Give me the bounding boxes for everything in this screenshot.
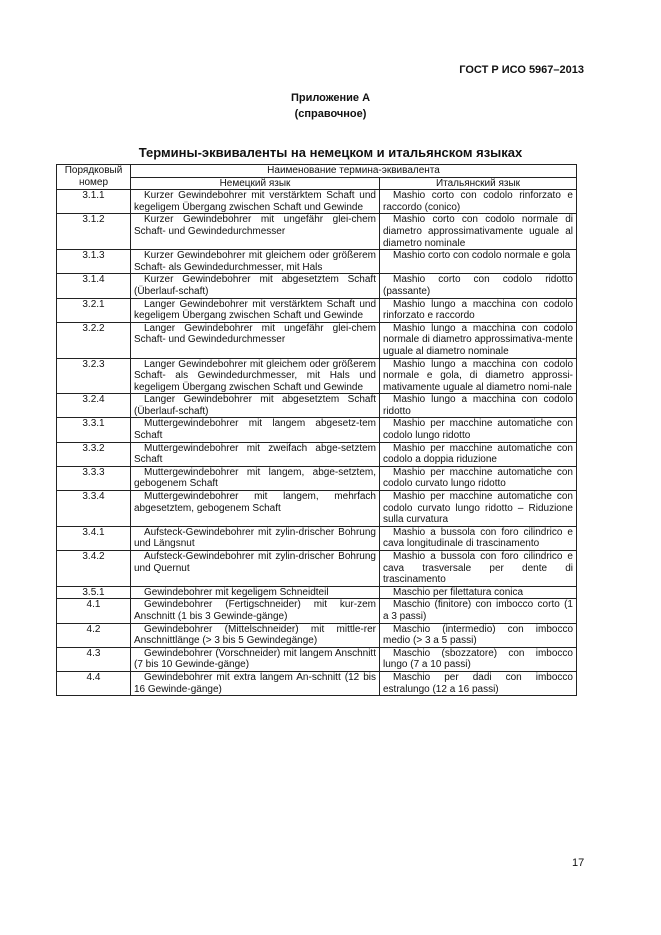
appendix-label: Приложение А xyxy=(290,92,371,104)
header-italian: Итальянский язык xyxy=(380,177,577,190)
header-name: Наименование термина-эквивалента xyxy=(131,165,577,178)
table-body xyxy=(57,190,577,696)
term-italian: Mashio per macchine automatiche con codolo lungo ridotto xyxy=(380,418,577,442)
term-number: 4.2 xyxy=(57,623,131,647)
table-row xyxy=(57,214,577,250)
term-number: 3.1.3 xyxy=(57,250,131,274)
term-german: Langer Gewindebohrer mit ungefähr glei-chem Schaft- und Gewindedurchmesser xyxy=(131,322,380,358)
table-row xyxy=(57,190,577,214)
table-row xyxy=(57,647,577,671)
term-number: 3.3.1 xyxy=(57,418,131,442)
term-german: Kurzer Gewindebohrer mit verstärktem Schaft und kegeligem Übergang zwischen Schaft und Gewinde xyxy=(131,190,380,214)
term-number: 3.2.3 xyxy=(57,358,131,394)
term-italian: Maschio (finitore) con imbocco corto (1 a 3 passi) xyxy=(380,599,577,623)
table-row xyxy=(57,394,577,418)
term-number: 3.2.2 xyxy=(57,322,131,358)
term-german: Kurzer Gewindebohrer mit ungefähr glei-chem Schaft- und Gewindedurchmesser xyxy=(131,214,380,250)
term-german: Muttergewindebohrer mit langem, mehrfach abgesetztem, gebogenem Schaft xyxy=(131,491,380,527)
term-german: Gewindebohrer mit kegeligem Schneidteil xyxy=(131,586,380,599)
table-row xyxy=(57,250,577,274)
term-number: 3.4.1 xyxy=(57,526,131,550)
standard-number: ГОСТ Р ИСО 5967–2013 xyxy=(459,64,584,76)
table-row xyxy=(57,322,577,358)
term-italian: Mashio per macchine automatiche con codolo curvato lungo ridotto xyxy=(380,466,577,490)
term-italian: Mashio per macchine automatiche con codolo a doppia riduzione xyxy=(380,442,577,466)
table-row xyxy=(57,466,577,490)
term-german: Kurzer Gewindebohrer mit gleichem oder größerem Schaft- als Gewindedurchmesser, mit Hals xyxy=(131,250,380,274)
page-title: Термины-эквиваленты на немецком и итальянском языках xyxy=(138,145,523,160)
term-number: 3.4.2 xyxy=(57,551,131,587)
term-italian: Mashio lungo a macchina con codolo normale e gola, di diametro approssi-mativamente uguale al diametro nomi-nale xyxy=(380,358,577,394)
term-number: 3.3.2 xyxy=(57,442,131,466)
appendix-heading xyxy=(0,90,661,122)
table-row xyxy=(57,298,577,322)
table-row xyxy=(57,442,577,466)
term-german: Gewindebohrer (Vorschneider) mit langem Anschnitt (7 bis 10 Gewinde-gänge) xyxy=(131,647,380,671)
table-row xyxy=(57,671,577,695)
term-german: Langer Gewindebohrer mit abgesetztem Schaft (Überlauf-schaft) xyxy=(131,394,380,418)
term-italian: Mashio lungo a macchina con codolo normale di diametro approssimativa-mente uguale al diametro nominale xyxy=(380,322,577,358)
term-german: Kurzer Gewindebohrer mit abgesetztem Schaft (Überlauf-schaft) xyxy=(131,274,380,298)
term-german: Aufsteck-Gewindebohrer mit zylin-drischer Bohrung und Quernut xyxy=(131,551,380,587)
header-german: Немецкий язык xyxy=(131,177,380,190)
table-row xyxy=(57,274,577,298)
term-italian: Mashio lungo a macchina con codolo rinforzato e raccordo xyxy=(380,298,577,322)
term-number: 3.1.1 xyxy=(57,190,131,214)
term-german: Langer Gewindebohrer mit gleichem oder größerem Schaft- als Gewindedurchmesser, mit Hals und kegeligem Übergang zwischen Schaft und Gewinde xyxy=(131,358,380,394)
term-german: Gewindebohrer (Fertigschneider) mit kur-zem Anschnitt (1 bis 3 Gewinde-gänge) xyxy=(131,599,380,623)
table-row xyxy=(57,526,577,550)
term-number: 3.1.4 xyxy=(57,274,131,298)
term-italian: Mashio corto con codolo normale di diametro approssimativamente uguale al diametro nominale xyxy=(380,214,577,250)
term-number: 3.5.1 xyxy=(57,586,131,599)
term-german: Muttergewindebohrer mit langem, abge-setztem, gebogenem Schaft xyxy=(131,466,380,490)
term-number: 3.3.4 xyxy=(57,491,131,527)
term-italian: Mashio per macchine automatiche con codolo curvato lungo ridotto – Riduzione sulla curvatura xyxy=(380,491,577,527)
term-german: Muttergewindebohrer mit langem abgesetz-tem Schaft xyxy=(131,418,380,442)
term-number: 4.3 xyxy=(57,647,131,671)
table-row xyxy=(57,491,577,527)
term-german: Muttergewindebohrer mit zweifach abge-setztem Schaft xyxy=(131,442,380,466)
table-row xyxy=(57,358,577,394)
table-row xyxy=(57,418,577,442)
table-row xyxy=(57,623,577,647)
term-italian: Maschio (intermedio) con imbocco medio (> 3 a 5 passi) xyxy=(380,623,577,647)
term-italian: Maschio (sbozzatore) con imbocco lungo (7 a 10 passi) xyxy=(380,647,577,671)
term-german: Aufsteck-Gewindebohrer mit zylin-drischer Bohrung und Längsnut xyxy=(131,526,380,550)
term-italian: Maschio per filettatura conica xyxy=(380,586,577,599)
term-italian: Mashio corto con codolo normale e gola xyxy=(380,250,577,274)
term-number: 3.3.3 xyxy=(57,466,131,490)
term-italian: Maschio per dadi con imbocco estralungo (12 a 16 passi) xyxy=(380,671,577,695)
term-number: 4.4 xyxy=(57,671,131,695)
table-row xyxy=(57,599,577,623)
table-row xyxy=(57,586,577,599)
term-number: 3.1.2 xyxy=(57,214,131,250)
term-number: 3.2.4 xyxy=(57,394,131,418)
header-number: Порядковый номер xyxy=(57,165,131,190)
appendix-type: (справочное) xyxy=(294,108,367,120)
term-italian: Mashio corto con codolo ridotto (passante) xyxy=(380,274,577,298)
table-row xyxy=(57,551,577,587)
term-number: 3.2.1 xyxy=(57,298,131,322)
page-number: 17 xyxy=(572,857,585,869)
term-italian: Mashio a bussola con foro cilindrico e cava trasversale per dente di trascinamento xyxy=(380,551,577,587)
term-italian: Mashio corto con codolo rinforzato e raccordo (conico) xyxy=(380,190,577,214)
term-german: Gewindebohrer mit extra langem An-schnitt (12 bis 16 Gewinde-gänge) xyxy=(131,671,380,695)
term-italian: Mashio a bussola con foro cilindrico e cava longitudinale di trascinamento xyxy=(380,526,577,550)
term-number: 4.1 xyxy=(57,599,131,623)
terms-table xyxy=(56,164,577,696)
term-german: Gewindebohrer (Mittelschneider) mit mittle-rer Anschnittlänge (> 3 bis 5 Gewindegänge) xyxy=(131,623,380,647)
term-german: Langer Gewindebohrer mit verstärktem Schaft und kegeligem Übergang zwischen Schaft und Gewinde xyxy=(131,298,380,322)
term-italian: Mashio lungo a macchina con codolo ridotto xyxy=(380,394,577,418)
